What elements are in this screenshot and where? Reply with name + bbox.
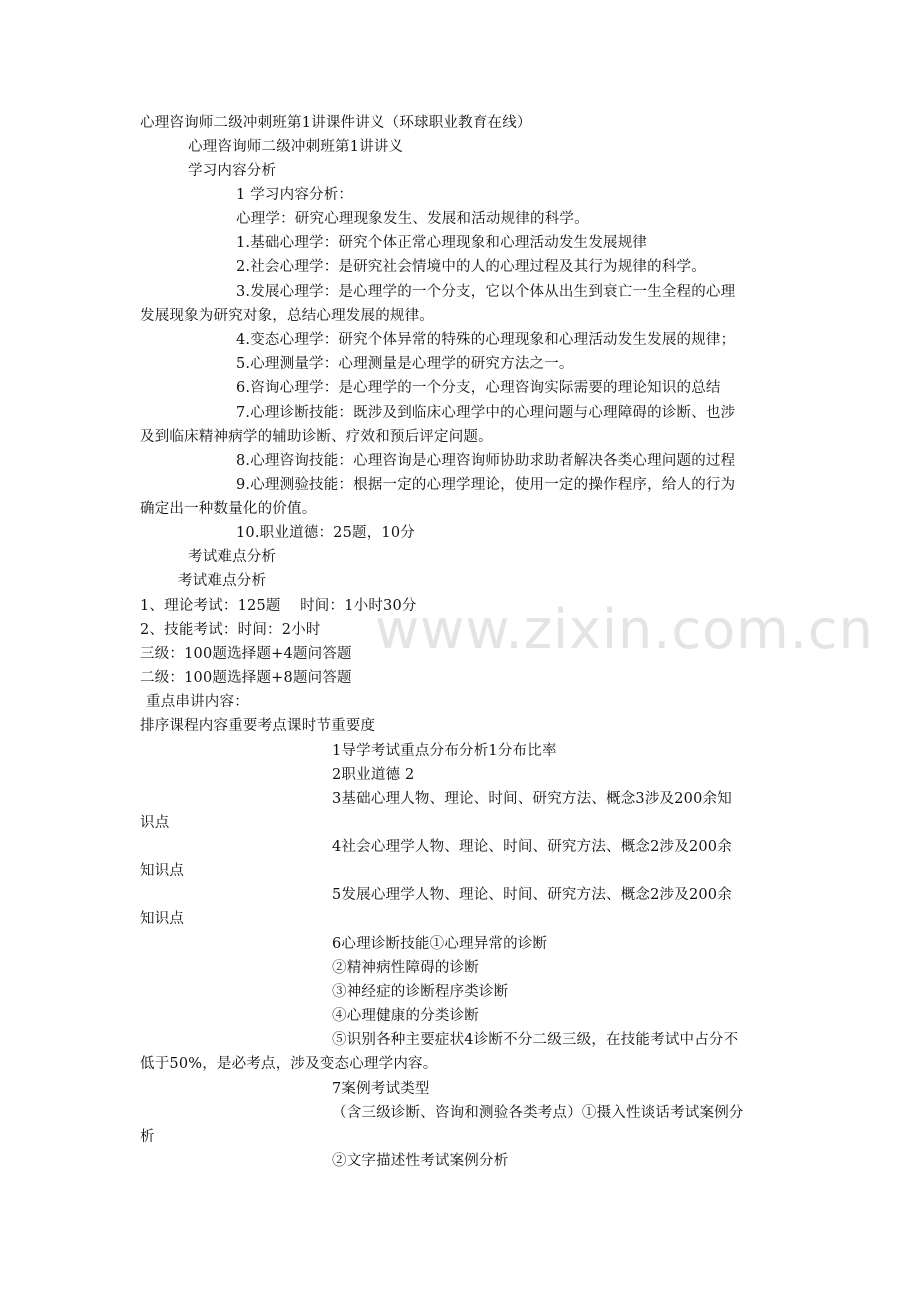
text-line: 知识点 — [140, 863, 185, 879]
text-line: 3基础心理人物、理论、时间、研究方法、概念3涉及200余知 — [332, 791, 732, 807]
lecture-heading: 心理咨询师二级冲刺班第1讲讲义 — [188, 139, 404, 155]
text-line: ④心理健康的分类诊断 — [332, 1008, 479, 1024]
text-line: 确定出一种数量化的价值。 — [140, 501, 317, 517]
text-line: 1、理论考试：125题 时间：1小时30分 — [140, 598, 417, 614]
text-line: 2.社会心理学：是研究社会情境中的人的心理过程及其行为规律的科学。 — [236, 259, 706, 275]
text-line: 7案例考试类型 — [332, 1081, 430, 1097]
text-line: 8.心理咨询技能：心理咨询是心理咨询师协助求助者解决各类心理问题的过程 — [236, 453, 736, 469]
text-line: 2、技能考试：时间：2小时 — [140, 622, 321, 638]
text-line: 心理学：研究心理现象发生、发展和活动规律的科学。 — [236, 211, 589, 227]
text-line: 4社会心理学人物、理论、时间、研究方法、概念2涉及200余 — [332, 839, 732, 855]
section-heading: 考试难点分析 — [188, 549, 277, 565]
text-line: ⑤识别各种主要症状4诊断不分二级三级，在技能考试中占分不 — [332, 1032, 739, 1048]
text-line: 6.咨询心理学：是心理学的一个分支，心理咨询实际需要的理论知识的总结 — [236, 380, 721, 396]
section-heading: 考试难点分析 — [178, 573, 267, 589]
doc-title: 心理咨询师二级冲刺班第1讲课件讲义（环球职业教育在线） — [140, 115, 532, 131]
text-line: 2职业道德 2 — [332, 767, 415, 783]
text-line: ③神经症的诊断程序类诊断 — [332, 984, 509, 1000]
text-line: 析 — [140, 1129, 155, 1145]
section-heading: 学习内容分析 — [188, 163, 277, 179]
text-line: 及到临床精神病学的辅助诊断、疗效和预后评定问题。 — [140, 429, 493, 445]
text-line: 识点 — [140, 815, 170, 831]
watermark: www.zixin.com.cn — [375, 598, 874, 661]
text-line: 知识点 — [140, 911, 185, 927]
text-line: ②文字描述性考试案例分析 — [332, 1153, 509, 1169]
text-line: 9.心理测验技能：根据一定的心理学理论，使用一定的操作程序，给人的行为 — [236, 477, 736, 493]
text-line: ②精神病性障碍的诊断 — [332, 960, 479, 976]
text-line: 1.基础心理学：研究个体正常心理现象和心理活动发生发展规律 — [236, 235, 648, 251]
text-line: 重点串讲内容： — [146, 694, 249, 710]
text-line: 三级：100题选择题+4题问答题 — [140, 646, 352, 662]
text-line: 5.心理测量学：心理测量是心理学的研究方法之一。 — [236, 356, 574, 372]
text-line: （含三级诊断、咨询和测验各类考点）①摄入性谈话考试案例分 — [332, 1105, 744, 1121]
text-line: 7.心理诊断技能：既涉及到临床心理学中的心理问题与心理障碍的诊断、也涉 — [236, 405, 736, 421]
text-line: 6心理诊断技能①心理异常的诊断 — [332, 936, 548, 952]
text-line: 二级：100题选择题+8题问答题 — [140, 670, 352, 686]
text-line: 3.发展心理学：是心理学的一个分支，它以个体从出生到衰亡一生全程的心理 — [236, 284, 736, 300]
text-line: 排序课程内容重要考点课时节重要度 — [140, 718, 376, 734]
text-line: 5发展心理学人物、理论、时间、研究方法、概念2涉及200余 — [332, 887, 732, 903]
text-line: 低于50%，是必考点，涉及变态心理学内容。 — [140, 1056, 438, 1072]
text-line: 发展现象为研究对象，总结心理发展的规律。 — [140, 308, 434, 324]
text-line: 10.职业道德：25题，10分 — [236, 525, 415, 541]
text-line: 4.变态心理学：研究个体异常的特殊的心理现象和心理活动发生发展的规律； — [236, 332, 736, 348]
text-line: 1导学考试重点分布分析1分布比率 — [332, 743, 557, 759]
text-line: 1 学习内容分析： — [236, 187, 354, 203]
